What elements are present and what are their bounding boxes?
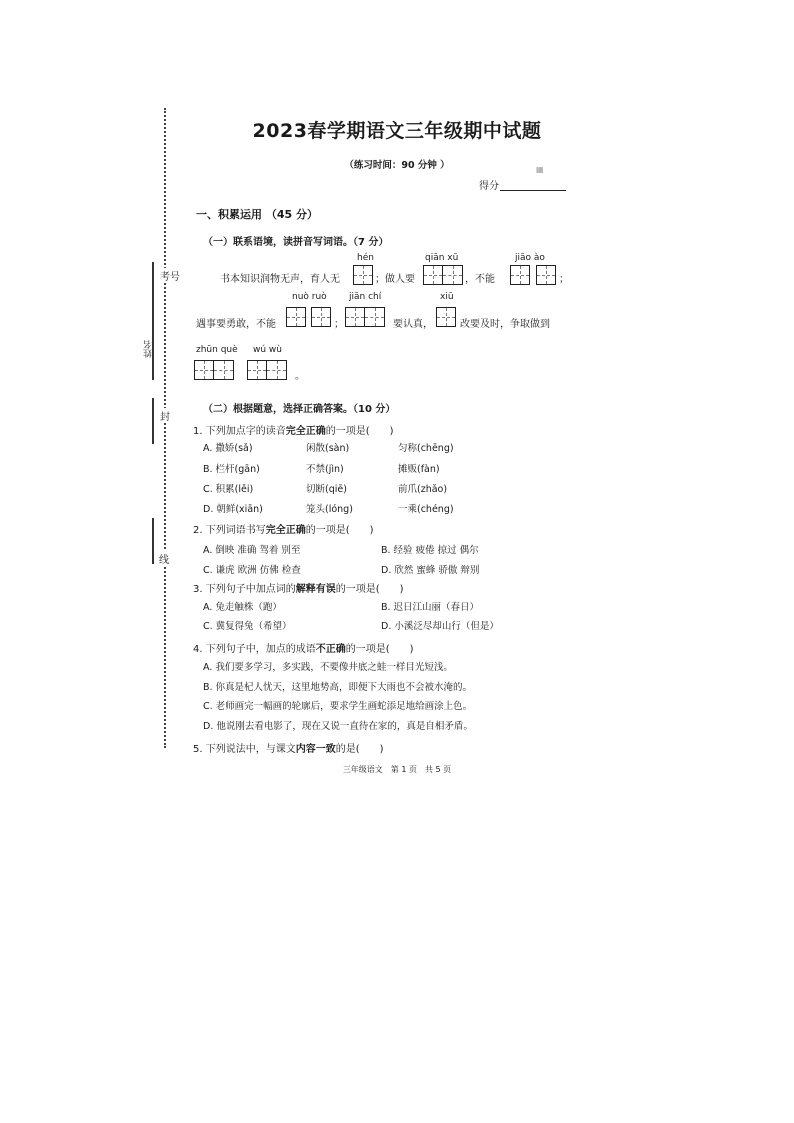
q2-option-a[interactable]: A. 倒映 准确 驾着 别至 [203,545,301,556]
pinyin-jiaoao: jiāo ào [515,253,545,263]
question-4: 4. 下列句子中，加点的成语不正确的一项是( ) [193,644,414,655]
exam-time: （练习时间：90 分钟 ） [344,160,450,171]
binding-name-label: 姓名 [144,340,154,358]
pinyin-zhunque: zhūn què [196,345,238,355]
q3-option-b[interactable]: B. 迟日江山丽（春日） [381,602,480,613]
answer-grid-jiaoao-2[interactable] [536,265,556,285]
pinyin-jianchi: jiān chí [349,292,382,302]
answer-grid-nuoruo[interactable] [286,307,306,327]
section-1-heading: 一、积累运用 （45 分） [196,208,318,221]
answer-grid-nuoruo-2[interactable] [311,307,331,327]
q2-option-b[interactable]: B. 经验 疲倦 掠过 偶尔 [381,545,479,556]
pinyin-xiu: xiū [440,292,454,302]
score-blank[interactable] [500,190,566,191]
question-5: 5. 下列说法中，与课文内容一致的是( ) [193,744,384,755]
q1-option-a-3: 匀称(chēng) [398,443,454,454]
q1-option-b[interactable]: B. 栏杆(gān) [203,464,260,475]
binding-field-line [152,262,154,380]
q1-option-b-3: 摊贩(fàn) [398,464,440,475]
question-1: 1. 下列加点字的读音完全正确的一项是( ) [193,426,394,437]
part-1-heading: （一）联系语境，读拼音写词语。（7 分） [203,237,389,248]
page-footer: 三年级语文 第 1 页 共 5 页 [342,765,452,774]
answer-grid-jiaoao[interactable] [510,265,530,285]
answer-grid-wuwu[interactable] [247,360,287,380]
answer-grid-zhunque[interactable] [194,360,234,380]
pinyin-wuwu: wú wù [253,345,282,355]
q1-option-c-2: 切断(qiē) [306,484,347,495]
q4-option-a[interactable]: A. 我们要多学习，多实践，不要像井底之蛙一样目光短浅。 [203,662,453,673]
binding-seal-char: 封 [160,408,170,423]
q1-option-a-2: 闲散(sàn) [306,443,350,454]
binding-dotted-line [164,108,166,748]
q1-option-a[interactable]: A. 撒娇(sǎ) [203,443,253,454]
q1-option-c-3: 前爪(zhǎo) [398,484,448,495]
answer-grid-jianchi[interactable] [345,307,385,327]
p1-line2-text4: 改要及时，争取做到 [460,319,550,330]
q4-option-b[interactable]: B. 你真是杞人忧天，这里地势高，即便下大雨也不会被水淹的。 [203,682,473,693]
question-3: 3. 下列句子中加点词的解释有误的一项是( ) [193,584,404,595]
pinyin-qianxu: qiān xū [425,253,459,263]
q1-option-b-2: 不禁(jìn) [306,464,344,475]
q1-option-d-2: 笼头(lóng) [306,504,353,515]
binding-line-char: 线 [159,551,169,566]
answer-grid-hen[interactable] [353,265,373,285]
score-label: 得分 [479,181,499,192]
pinyin-hen: hén [357,253,374,263]
pinyin-nuoruo: nuò ruò [292,292,327,302]
answer-grid-xiu[interactable] [436,307,456,327]
binding-field-line [152,518,154,564]
q1-option-d[interactable]: D. 朝鲜(xiān) [203,504,263,515]
exam-title: 2023春学期语文三年级期中试题 [252,120,542,142]
q4-option-c[interactable]: C. 老师画完一幅画的轮廓后，要求学生画蛇添足地给画涂上色。 [203,701,473,712]
p1-line1-text1: 书本知识润物无声，育人无 [220,274,340,285]
p1-line2-text2: ； [334,319,344,330]
q3-option-d[interactable]: D. 小溪泛尽却山行（但是） [381,621,499,632]
p1-line1-text4: ； [559,274,569,285]
p1-line1-text2: ；做人要 [375,274,415,285]
q1-option-d-3: 一乘(chéng) [398,504,454,515]
q3-option-a[interactable]: A. 兔走触株（跑） [203,602,282,613]
q2-option-d[interactable]: D. 欣然 蜜蜂 骄傲 辩别 [381,565,480,576]
p1-line2-text3: 要认真， [393,319,433,330]
p1-line3-end: 。 [295,371,305,382]
part-2-heading: （二）根据题意，选择正确答案。（10 分） [203,404,396,415]
p1-line2-text1: 遇事要勇敢，不能 [196,319,276,330]
q2-option-c[interactable]: C. 谦虎 欧洲 仿佛 检查 [203,565,301,576]
q3-option-c[interactable]: C. 冀复得兔（希望） [203,621,292,632]
question-2: 2. 下列词语书写完全正确的一项是( ) [193,525,374,536]
scan-mark-icon: ▦ [536,165,544,174]
q1-option-c[interactable]: C. 积累(lěi) [203,484,254,495]
binding-exam-no-label: 考号 [160,268,180,283]
q4-option-d[interactable]: D. 他说刚去看电影了，现在又说一直待在家的，真是自相矛盾。 [203,721,473,732]
binding-field-line [152,398,154,444]
answer-grid-qianxu[interactable] [423,265,463,285]
p1-line1-text3: ，不能 [465,274,495,285]
